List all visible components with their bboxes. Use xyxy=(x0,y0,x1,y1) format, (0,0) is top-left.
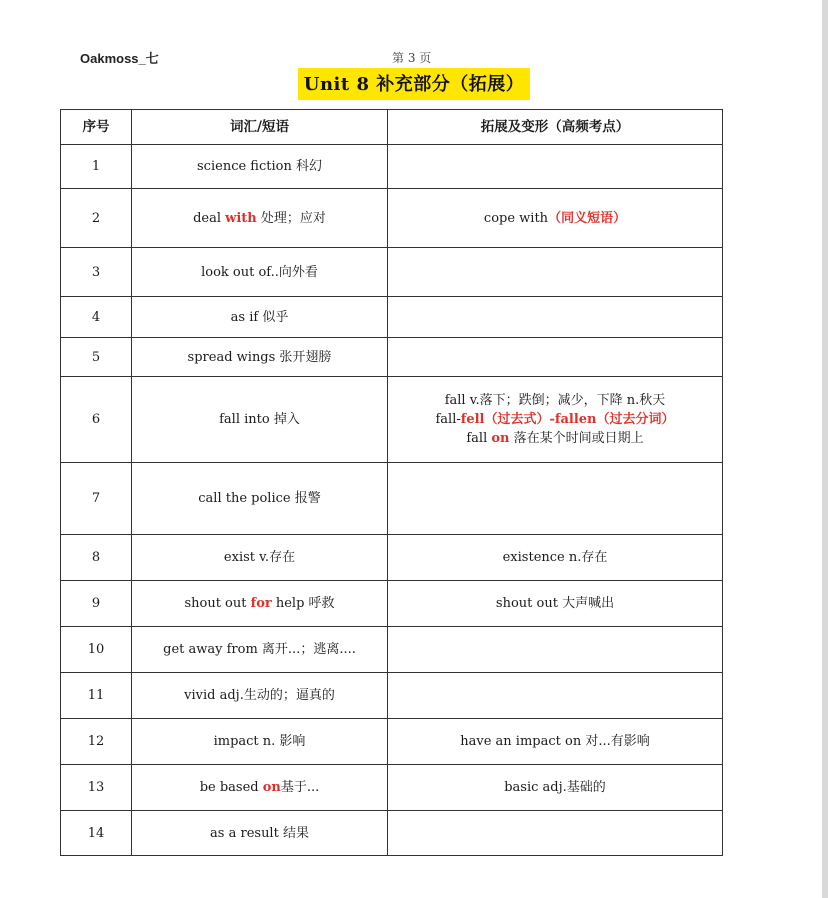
extension-cell xyxy=(388,377,723,463)
text-segment: 处理；应对 xyxy=(256,210,326,226)
text-segment: fall- xyxy=(435,412,461,427)
text-segment: have an impact on 对...有影响 xyxy=(460,734,650,749)
row-number: 14 xyxy=(61,811,132,856)
term-cell xyxy=(132,338,388,377)
extension-cell xyxy=(388,535,723,581)
text-segment: 基于... xyxy=(280,780,320,795)
table-row xyxy=(61,581,723,627)
text-segment: call the police 报警 xyxy=(198,491,321,506)
text-segment: as if 似乎 xyxy=(230,309,289,325)
row-number: 10 xyxy=(61,627,132,673)
extension-line xyxy=(394,209,716,228)
row-number: 7 xyxy=(61,463,132,535)
term-cell xyxy=(132,535,388,581)
text-segment: existence n.存在 xyxy=(502,550,608,565)
table-body xyxy=(61,145,723,856)
text-segment: help 呼救 xyxy=(271,596,335,611)
extension-cell xyxy=(388,338,723,377)
text-segment: science fiction 科幻 xyxy=(197,159,322,174)
table-row xyxy=(61,189,723,248)
row-number: 2 xyxy=(61,189,132,248)
highlighted-text: for xyxy=(250,596,272,611)
extension-line xyxy=(394,778,716,797)
text-segment: impact n. 影响 xyxy=(213,734,306,749)
page-number: 第 3 页 xyxy=(392,51,432,65)
term-cell xyxy=(132,248,388,297)
extension-cell xyxy=(388,811,723,856)
row-number: 5 xyxy=(61,338,132,377)
text-segment: shout out xyxy=(184,596,251,611)
text-segment: vivid adj.生动的；逼真的 xyxy=(184,688,335,703)
text-segment: 落在某个时间或日期上 xyxy=(509,431,644,446)
row-number: 1 xyxy=(61,145,132,189)
term-cell xyxy=(132,581,388,627)
term-cell xyxy=(132,297,388,338)
text-segment: shout out 大声喊出 xyxy=(495,596,615,611)
highlighted-text: with xyxy=(225,210,257,226)
highlighted-text: （同义短语） xyxy=(548,210,627,226)
extension-line xyxy=(394,391,716,410)
extension-cell xyxy=(388,719,723,765)
text-segment: get away from 离开...；逃离.... xyxy=(163,642,356,657)
extension-line xyxy=(394,410,716,429)
table-row xyxy=(61,463,723,535)
row-number: 8 xyxy=(61,535,132,581)
text-segment: fall into 掉入 xyxy=(219,412,300,427)
extension-cell xyxy=(388,297,723,338)
extension-cell xyxy=(388,463,723,535)
extension-cell xyxy=(388,765,723,811)
row-number: 13 xyxy=(61,765,132,811)
text-segment: as a result 结果 xyxy=(210,825,309,841)
table-row xyxy=(61,338,723,377)
text-segment: basic adj.基础的 xyxy=(504,780,606,795)
highlighted-text: on xyxy=(262,780,281,795)
table-row xyxy=(61,627,723,673)
term-cell xyxy=(132,673,388,719)
row-number: 9 xyxy=(61,581,132,627)
extension-cell xyxy=(388,581,723,627)
extension-line xyxy=(394,594,716,613)
highlighted-text: on xyxy=(491,431,510,446)
row-number: 12 xyxy=(61,719,132,765)
table-row xyxy=(61,297,723,338)
text-segment: cope with xyxy=(483,210,549,226)
table-row xyxy=(61,145,723,189)
extension-line xyxy=(394,548,716,567)
text-segment: fall v.落下；跌倒；减少，下降 n.秋天 xyxy=(444,393,666,408)
extension-cell xyxy=(388,189,723,248)
page-title: Unit 8 补充部分（拓展） xyxy=(298,68,531,100)
term-cell xyxy=(132,463,388,535)
term-cell xyxy=(132,811,388,856)
table-row xyxy=(61,719,723,765)
table-row xyxy=(61,248,723,297)
highlighted-text: fell（过去式）-fallen（过去分词） xyxy=(460,412,675,427)
extension-cell xyxy=(388,145,723,189)
text-segment: look out of..向外看 xyxy=(201,264,318,280)
text-segment: deal xyxy=(193,210,226,226)
term-cell xyxy=(132,377,388,463)
author-label: Oakmoss_七 xyxy=(80,51,159,66)
title-wrap xyxy=(0,68,828,100)
term-cell xyxy=(132,765,388,811)
page-edge xyxy=(822,0,828,898)
term-cell xyxy=(132,145,388,189)
header-extension: 拓展及变形（高频考点） xyxy=(388,110,723,145)
row-number: 4 xyxy=(61,297,132,338)
table-row xyxy=(61,673,723,719)
term-cell xyxy=(132,627,388,673)
table-row xyxy=(61,377,723,463)
extension-cell xyxy=(388,673,723,719)
header-term: 词汇/短语 xyxy=(132,110,388,145)
term-cell xyxy=(132,719,388,765)
table-row xyxy=(61,765,723,811)
table-row xyxy=(61,811,723,856)
extension-cell xyxy=(388,627,723,673)
text-segment: be based xyxy=(199,780,263,795)
row-number: 6 xyxy=(61,377,132,463)
row-number: 11 xyxy=(61,673,132,719)
row-number: 3 xyxy=(61,248,132,297)
extension-cell xyxy=(388,248,723,297)
text-segment: exist v.存在 xyxy=(223,550,296,565)
term-cell xyxy=(132,189,388,248)
table-header-row xyxy=(61,110,723,145)
table-row xyxy=(61,535,723,581)
extension-line xyxy=(394,732,716,751)
text-segment: fall xyxy=(466,431,492,446)
header-number: 序号 xyxy=(61,110,132,145)
extension-line xyxy=(394,429,716,448)
vocab-table xyxy=(60,109,723,856)
text-segment: spread wings 张开翅膀 xyxy=(187,349,332,365)
